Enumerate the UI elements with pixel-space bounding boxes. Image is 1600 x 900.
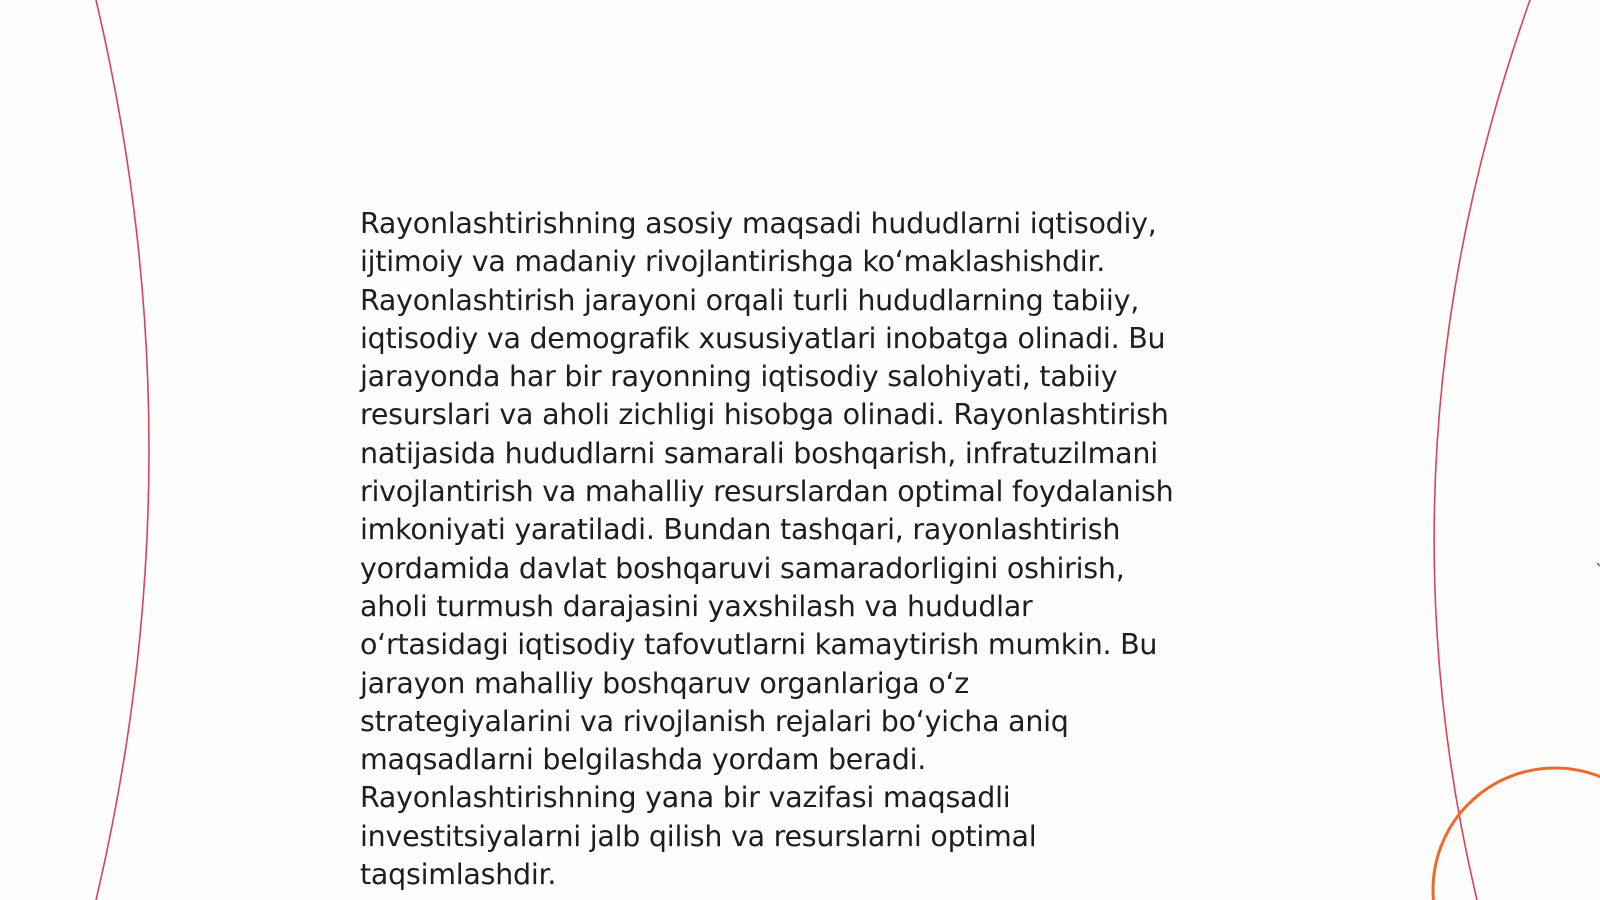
left-arc-line <box>96 0 149 900</box>
body-paragraph: Rayonlashtirishning asosiy maqsadi hududlarni iqtisodiy, ijtimoiy va madaniy rivojlantirishga ko‘maklashishdir. Rayonlashtirish jarayoni orqali turli hududlarning tabiiy, iqtisodiy va demografik xususiyatlari inobatga olinadi. Bu jarayonda har bir rayonning iqtisodiy salohiyati, tabiiy resurslari va aholi zichligi hisobga olinadi. Rayonlashtirish natijasida hududlarni samarali boshqarish, infratuzilmani rivojlantirish va mahalliy resurslardan optimal foydalanish imkoniyati yaratiladi. Bundan tashqari, rayonlashtirish yordamida davlat boshqaruvi samaradorligini oshirish, aholi turmush darajasini yaxshilash va hududlar o‘rtasidagi iqtisodiy tafovutlarni kamaytirish mumkin. Bu jarayon mahalliy boshqaruv organlariga o‘z strategiyalarini va rivojlanish rejalari bo‘yicha aniq maqsadlarni belgilashda yordam beradi. Rayonlashtirishning yana bir vazifasi maqsadli investitsiyalarni jalb qilish va resurslarni optimal taqsimlashdir. <box>360 207 1174 892</box>
right-arc-line <box>1434 0 1530 900</box>
orange-circle-outline <box>1433 768 1600 900</box>
